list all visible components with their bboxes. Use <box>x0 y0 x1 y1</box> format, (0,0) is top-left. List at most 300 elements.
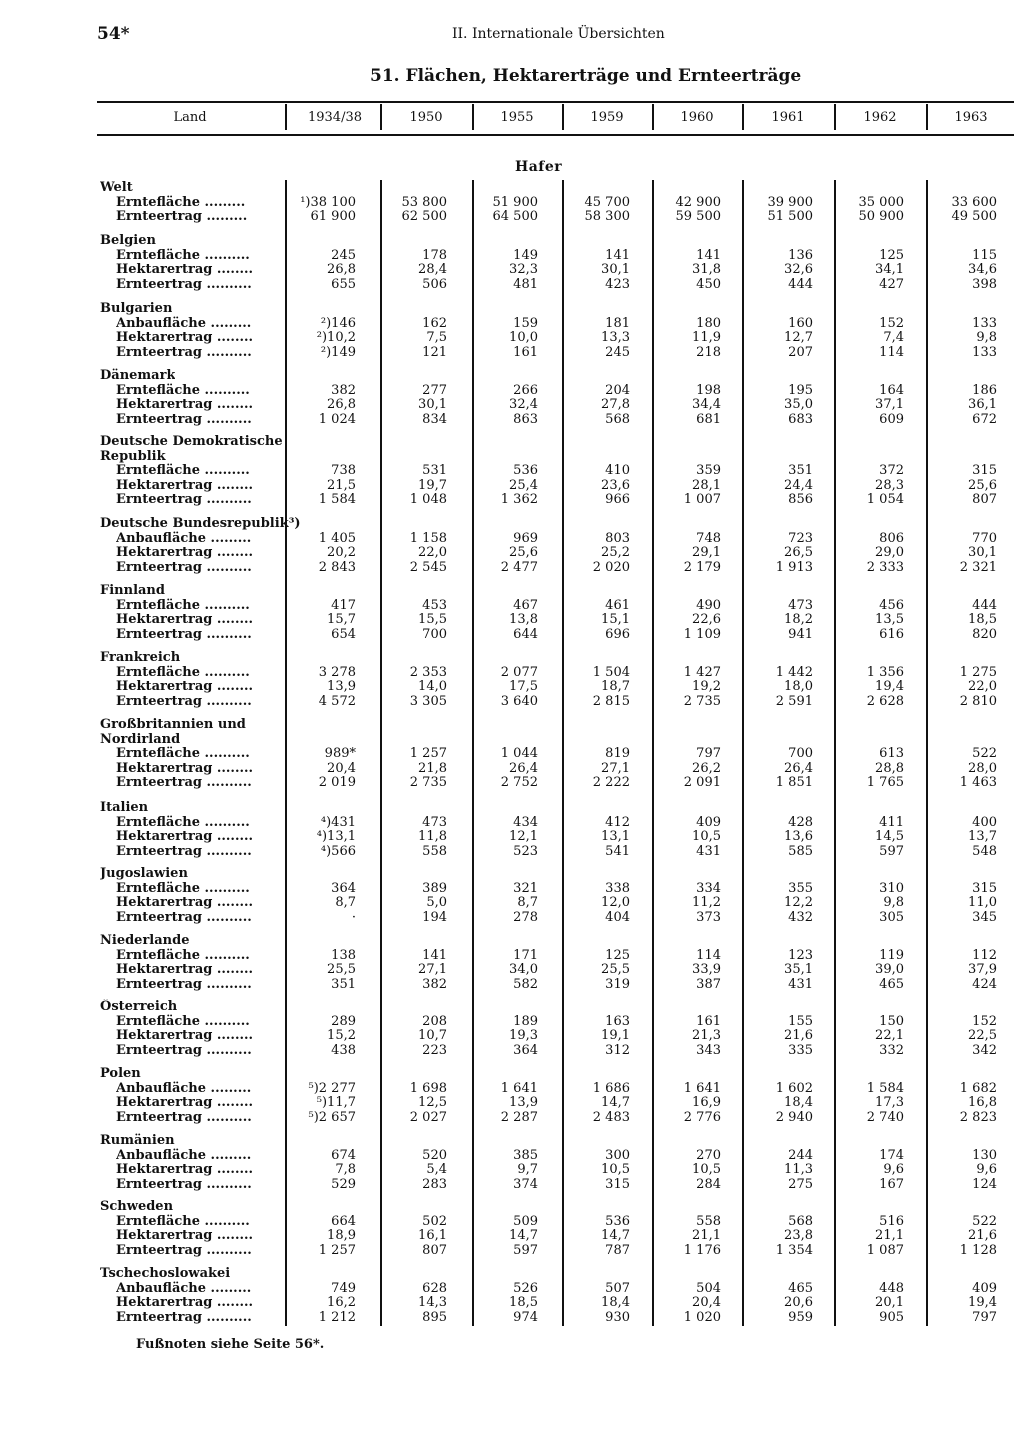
country-name: Jugoslawien <box>100 866 188 881</box>
cell-1950: 283 <box>422 1176 447 1192</box>
cell-1960: 409 <box>696 814 721 830</box>
cell-1959: 541 <box>605 843 630 859</box>
cell-1962: 427 <box>879 276 904 292</box>
cell-1961: 18,0 <box>784 679 813 695</box>
cell-1963: 133 <box>972 344 997 360</box>
table-row <box>0 531 1024 546</box>
cell-1960: 558 <box>696 1213 721 1229</box>
table-title: 51. Flächen, Hektarerträge und Ernteerträge <box>370 66 802 86</box>
cell-1955: 582 <box>513 976 538 992</box>
cell-1963: 400 <box>972 814 997 830</box>
cell-1962: 332 <box>879 1042 904 1058</box>
country-name: Niederlande <box>100 933 190 948</box>
cell-1963: 115 <box>972 247 997 263</box>
cell-1950: 520 <box>422 1147 447 1163</box>
cell-1955: 25,6 <box>509 545 538 561</box>
cell-1955: 9,7 <box>517 1162 538 1178</box>
cell-1959: 966 <box>605 492 630 508</box>
table-row <box>0 815 1024 830</box>
row-label: Ernteertrag .......... <box>116 909 252 925</box>
cell-1963: 315 <box>972 463 997 479</box>
row-label: Hektarertrag ........ <box>116 1295 254 1311</box>
cell-1955: 374 <box>513 1176 538 1192</box>
cell-1962: 14,5 <box>875 829 904 845</box>
cell-1960: 490 <box>696 597 721 613</box>
cell-1950: 162 <box>422 315 447 331</box>
column-header-1961: 1961 <box>771 110 805 125</box>
table-row <box>0 209 1024 224</box>
cell-1955: 385 <box>513 1147 538 1163</box>
country-name: Belgien <box>100 233 156 248</box>
cell-1950: 27,1 <box>418 962 447 978</box>
cell-1959: 461 <box>605 597 630 613</box>
cell-1955: 64 500 <box>492 209 538 225</box>
cell-1963: 22,0 <box>968 679 997 695</box>
table-row <box>0 1095 1024 1110</box>
cell-1963: 807 <box>972 492 997 508</box>
cell-1950: 14,3 <box>418 1295 447 1311</box>
table-row <box>0 844 1024 859</box>
cell-1934-38: ²)10,2 <box>316 330 356 346</box>
row-label: Anbaufläche ......... <box>116 530 252 546</box>
cell-1934-38: ²)146 <box>320 315 356 331</box>
country-name: Italien <box>100 800 149 815</box>
cell-1963: 33 600 <box>951 194 997 210</box>
table-row <box>0 262 1024 277</box>
cell-1950: 7,5 <box>426 330 447 346</box>
cell-1959: 423 <box>605 276 630 292</box>
cell-1962: 28,3 <box>875 477 904 493</box>
row-label: Ernteertrag .......... <box>116 492 252 508</box>
row-label: Ernteertrag .......... <box>116 843 252 859</box>
cell-1934-38: 26,8 <box>327 397 356 413</box>
table-row <box>0 1110 1024 1125</box>
cell-1962: 167 <box>879 1176 904 1192</box>
cell-1961: 155 <box>788 1013 813 1029</box>
cell-1955: 32,4 <box>509 397 538 413</box>
cell-1960: 21,3 <box>692 1028 721 1044</box>
country-name: Österreich <box>100 999 178 1014</box>
cell-1961: 18,4 <box>784 1095 813 1111</box>
table-row <box>0 1028 1024 1043</box>
cell-1950: 506 <box>422 276 447 292</box>
cell-1959: 141 <box>605 247 630 263</box>
country-name: Nordirland <box>100 731 181 747</box>
cell-1962: 372 <box>879 463 904 479</box>
cell-1934-38: ⁵)2 277 <box>308 1080 356 1096</box>
cell-1959: 23,6 <box>601 477 630 493</box>
row-label: Hektarertrag ........ <box>116 397 254 413</box>
cell-1963: 112 <box>972 947 997 963</box>
country-name: Welt <box>100 180 133 195</box>
country-name: Republik <box>100 448 166 464</box>
cell-1961: 18,2 <box>784 612 813 628</box>
cell-1934-38: 989* <box>324 746 356 762</box>
cell-1955: 13,8 <box>509 612 538 628</box>
row-label: Erntefläche .......... <box>116 1213 250 1229</box>
cell-1960: 1 109 <box>683 626 721 642</box>
cell-1955: 14,7 <box>509 1228 538 1244</box>
cell-1961: 856 <box>788 492 813 508</box>
cell-1963: 34,6 <box>968 262 997 278</box>
cell-1963: 28,0 <box>968 760 997 776</box>
cell-1959: 1 504 <box>592 664 630 680</box>
country-name: Polen <box>100 1066 141 1081</box>
cell-1961: 1 354 <box>775 1242 813 1258</box>
cell-1962: 1 087 <box>866 1242 904 1258</box>
column-rule-header <box>472 104 474 130</box>
cell-1960: 387 <box>696 976 721 992</box>
cell-1961: 12,2 <box>784 895 813 911</box>
top-rule <box>97 101 1014 103</box>
cell-1960: 180 <box>696 315 721 331</box>
cell-1961: 700 <box>788 746 813 762</box>
cell-1934-38: 15,2 <box>327 1028 356 1044</box>
cell-1962: 2 333 <box>866 559 904 575</box>
cell-1955: 467 <box>513 597 538 613</box>
country-name: Frankreich <box>100 650 181 665</box>
cell-1963: 2 321 <box>959 559 997 575</box>
cell-1960: 2 776 <box>683 1109 721 1125</box>
cell-1961: 244 <box>788 1147 813 1163</box>
table-row <box>0 910 1024 925</box>
cell-1961: 723 <box>788 530 813 546</box>
cell-1959: 412 <box>605 814 630 830</box>
row-label: Ernteertrag .......... <box>116 626 252 642</box>
cell-1955: 2 752 <box>500 775 538 791</box>
cell-1950: 895 <box>422 1309 447 1325</box>
cell-1963: 444 <box>972 597 997 613</box>
column-header-1934-38: 1934/38 <box>307 110 362 125</box>
table-row <box>0 545 1024 560</box>
cell-1961: 136 <box>788 247 813 263</box>
table-row <box>0 1295 1024 1310</box>
table-row <box>0 665 1024 680</box>
cell-1960: 1 427 <box>683 664 721 680</box>
cell-1961: 51 500 <box>767 209 813 225</box>
country-name: Dänemark <box>100 368 176 383</box>
cell-1934-38: 4 572 <box>318 693 356 709</box>
country-name: Finnland <box>100 583 165 598</box>
cell-1959: 30,1 <box>601 262 630 278</box>
cell-1934-38: · <box>351 909 356 925</box>
cell-1962: 37,1 <box>875 397 904 413</box>
cell-1963: 522 <box>972 1213 997 1229</box>
cell-1934-38: 2 843 <box>318 559 356 575</box>
column-header-1960: 1960 <box>680 110 714 125</box>
cell-1961: 26,5 <box>784 545 813 561</box>
table-row <box>0 248 1024 263</box>
cell-1950: 807 <box>422 1242 447 1258</box>
row-label: Anbaufläche ......... <box>116 1147 252 1163</box>
cell-1950: 1 048 <box>409 492 447 508</box>
cell-1960: 748 <box>696 530 721 546</box>
cell-1963: 25,6 <box>968 477 997 493</box>
cell-1961: 1 913 <box>775 559 813 575</box>
row-label: Hektarertrag ........ <box>116 262 254 278</box>
cell-1934-38: 21,5 <box>327 477 356 493</box>
cell-1962: 305 <box>879 909 904 925</box>
cell-1963: 49 500 <box>951 209 997 225</box>
cell-1963: 1 463 <box>959 775 997 791</box>
cell-1961: 585 <box>788 843 813 859</box>
row-label: Ernteertrag .......... <box>116 1176 252 1192</box>
cell-1962: 125 <box>879 247 904 263</box>
cell-1961: 23,8 <box>784 1228 813 1244</box>
row-label: Hektarertrag ........ <box>116 962 254 978</box>
country-name: Deutsche Bundesrepublik³) <box>100 516 301 531</box>
cell-1960: 16,9 <box>692 1095 721 1111</box>
cell-1963: 2 823 <box>959 1109 997 1125</box>
row-label: Ernteertrag .......... <box>116 1042 252 1058</box>
cell-1934-38: 351 <box>331 976 356 992</box>
cell-1962: 28,8 <box>875 760 904 776</box>
cell-1960: 29,1 <box>692 545 721 561</box>
cell-1934-38: 1 024 <box>318 411 356 427</box>
cell-1960: 504 <box>696 1280 721 1296</box>
cell-1961: 123 <box>788 947 813 963</box>
cell-1934-38: ⁴)13,1 <box>316 829 356 845</box>
cell-1962: 411 <box>879 814 904 830</box>
table-row <box>0 1043 1024 1058</box>
cell-1934-38: 417 <box>331 597 356 613</box>
row-label: Erntefläche .......... <box>116 597 250 613</box>
cell-1962: 1 356 <box>866 664 904 680</box>
cell-1950: 2 545 <box>409 559 447 575</box>
cell-1960: 198 <box>696 382 721 398</box>
cell-1961: 465 <box>788 1280 813 1296</box>
cell-1955: 434 <box>513 814 538 830</box>
cell-1962: 152 <box>879 315 904 331</box>
row-label: Erntefläche ......... <box>116 194 246 210</box>
cell-1960: 33,9 <box>692 962 721 978</box>
cell-1934-38: ⁵)11,7 <box>316 1095 356 1111</box>
cell-1960: 359 <box>696 463 721 479</box>
column-header-land: Land <box>173 110 207 125</box>
column-rule-header <box>562 104 564 130</box>
cell-1959: 410 <box>605 463 630 479</box>
cell-1959: 45 700 <box>584 194 630 210</box>
cell-1955: 18,5 <box>509 1295 538 1311</box>
row-label: Ernteertrag .......... <box>116 1109 252 1125</box>
cell-1934-38: 1 405 <box>318 530 356 546</box>
row-label: Hektarertrag ........ <box>116 1162 254 1178</box>
cell-1963: 770 <box>972 530 997 546</box>
cell-1959: 19,1 <box>601 1028 630 1044</box>
cell-1962: 806 <box>879 530 904 546</box>
cell-1955: 161 <box>513 344 538 360</box>
cell-1960: 34,4 <box>692 397 721 413</box>
row-label: Anbaufläche ......... <box>116 1280 252 1296</box>
table-row <box>0 627 1024 642</box>
table-row <box>0 962 1024 977</box>
country-name: Rumänien <box>100 1133 175 1148</box>
cell-1955: 481 <box>513 276 538 292</box>
cell-1959: 125 <box>605 947 630 963</box>
cell-1950: 19,7 <box>418 477 447 493</box>
cell-1962: 20,1 <box>875 1295 904 1311</box>
column-rule-header <box>380 104 382 130</box>
cell-1963: 1 682 <box>959 1080 997 1096</box>
cell-1934-38: 289 <box>331 1013 356 1029</box>
cell-1934-38: 2 019 <box>318 775 356 791</box>
cell-1955: 644 <box>513 626 538 642</box>
country-name: Schweden <box>100 1199 174 1214</box>
row-label: Erntefläche .......... <box>116 947 250 963</box>
cell-1960: 10,5 <box>692 1162 721 1178</box>
cell-1950: 2 027 <box>409 1109 447 1125</box>
cell-1963: 820 <box>972 626 997 642</box>
column-header-1950: 1950 <box>409 110 443 125</box>
cell-1950: 531 <box>422 463 447 479</box>
cell-1961: 355 <box>788 880 813 896</box>
cell-1962: 164 <box>879 382 904 398</box>
cell-1959: 696 <box>605 626 630 642</box>
cell-1963: 152 <box>972 1013 997 1029</box>
table-row <box>0 560 1024 575</box>
row-label: Ernteertrag .......... <box>116 1242 252 1258</box>
cell-1950: 473 <box>422 814 447 830</box>
cell-1959: 14,7 <box>601 1095 630 1111</box>
cell-1934-38: 529 <box>331 1176 356 1192</box>
cell-1963: 9,8 <box>976 330 997 346</box>
cell-1934-38: 1 257 <box>318 1242 356 1258</box>
cell-1955: 1 362 <box>500 492 538 508</box>
cell-1960: 1 641 <box>683 1080 721 1096</box>
country-name: Großbritannien und <box>100 717 246 732</box>
cell-1960: 797 <box>696 746 721 762</box>
row-label: Hektarertrag ........ <box>116 612 254 628</box>
cell-1959: 312 <box>605 1042 630 1058</box>
cell-1959: 18,4 <box>601 1295 630 1311</box>
row-label: Erntefläche .......... <box>116 382 250 398</box>
cell-1950: 1 158 <box>409 530 447 546</box>
cell-1963: 19,4 <box>968 1295 997 1311</box>
cell-1950: 502 <box>422 1213 447 1229</box>
cell-1960: 19,2 <box>692 679 721 695</box>
cell-1961: 335 <box>788 1042 813 1058</box>
cell-1963: 1 275 <box>959 664 997 680</box>
table-row <box>0 383 1024 398</box>
cell-1934-38: 3 278 <box>318 664 356 680</box>
cell-1934-38: ⁵)2 657 <box>308 1109 356 1125</box>
cell-1959: 315 <box>605 1176 630 1192</box>
cell-1955: 19,3 <box>509 1028 538 1044</box>
cell-1955: 974 <box>513 1309 538 1325</box>
cell-1963: 124 <box>972 1176 997 1192</box>
cell-1955: 278 <box>513 909 538 925</box>
cell-1950: 277 <box>422 382 447 398</box>
cell-1960: 1 020 <box>683 1309 721 1325</box>
row-label: Hektarertrag ........ <box>116 330 254 346</box>
cell-1960: 114 <box>696 947 721 963</box>
cell-1934-38: 382 <box>331 382 356 398</box>
running-title: II. Internationale Übersichten <box>452 26 665 42</box>
table-row <box>0 1310 1024 1325</box>
section-heading: Hafer <box>515 159 563 175</box>
table-row <box>0 1177 1024 1192</box>
cell-1955: 26,4 <box>509 760 538 776</box>
cell-1963: 18,5 <box>968 612 997 628</box>
cell-1955: 321 <box>513 880 538 896</box>
cell-1934-38: 245 <box>331 247 356 263</box>
table-row <box>0 478 1024 493</box>
cell-1960: 270 <box>696 1147 721 1163</box>
cell-1961: 195 <box>788 382 813 398</box>
cell-1955: 171 <box>513 947 538 963</box>
column-rule-header <box>285 104 287 130</box>
cell-1959: 14,7 <box>601 1228 630 1244</box>
cell-1962: 35 000 <box>858 194 904 210</box>
column-header-1962: 1962 <box>863 110 897 125</box>
page-number: 54* <box>97 24 130 44</box>
cell-1963: 797 <box>972 1309 997 1325</box>
cell-1962: 174 <box>879 1147 904 1163</box>
cell-1950: 141 <box>422 947 447 963</box>
cell-1960: 431 <box>696 843 721 859</box>
cell-1955: 364 <box>513 1042 538 1058</box>
cell-1934-38: ¹)38 100 <box>300 194 356 210</box>
cell-1963: 133 <box>972 315 997 331</box>
cell-1959: 15,1 <box>601 612 630 628</box>
cell-1959: 404 <box>605 909 630 925</box>
cell-1934-38: 20,4 <box>327 760 356 776</box>
cell-1961: 35,0 <box>784 397 813 413</box>
row-label: Anbaufläche ......... <box>116 1080 252 1096</box>
cell-1963: 342 <box>972 1042 997 1058</box>
table-row <box>0 492 1024 507</box>
cell-1959: 507 <box>605 1280 630 1296</box>
cell-1959: 13,3 <box>601 330 630 346</box>
cell-1961: 428 <box>788 814 813 830</box>
cell-1950: 21,8 <box>418 760 447 776</box>
cell-1961: 941 <box>788 626 813 642</box>
cell-1960: 22,6 <box>692 612 721 628</box>
cell-1961: 2 591 <box>775 693 813 709</box>
cell-1934-38: 1 212 <box>318 1309 356 1325</box>
cell-1950: 62 500 <box>401 209 447 225</box>
cell-1959: 2 020 <box>592 559 630 575</box>
cell-1962: 2 740 <box>866 1109 904 1125</box>
cell-1959: 1 686 <box>592 1080 630 1096</box>
cell-1959: 319 <box>605 976 630 992</box>
cell-1950: 5,4 <box>426 1162 447 1178</box>
cell-1961: 568 <box>788 1213 813 1229</box>
cell-1962: 609 <box>879 411 904 427</box>
row-label: Ernteertrag .......... <box>116 1309 252 1325</box>
cell-1962: 9,8 <box>883 895 904 911</box>
cell-1950: 1 698 <box>409 1080 447 1096</box>
cell-1963: 522 <box>972 746 997 762</box>
cell-1960: 26,2 <box>692 760 721 776</box>
table-row <box>0 195 1024 210</box>
cell-1934-38: 20,2 <box>327 545 356 561</box>
cell-1960: 20,4 <box>692 1295 721 1311</box>
cell-1962: 613 <box>879 746 904 762</box>
cell-1962: 1 054 <box>866 492 904 508</box>
cell-1959: 27,1 <box>601 760 630 776</box>
cell-1955: 25,4 <box>509 477 538 493</box>
cell-1961: 431 <box>788 976 813 992</box>
cell-1962: 905 <box>879 1309 904 1325</box>
cell-1963: 9,6 <box>976 1162 997 1178</box>
cell-1961: 21,6 <box>784 1028 813 1044</box>
column-header-1959: 1959 <box>590 110 624 125</box>
cell-1960: 10,5 <box>692 829 721 845</box>
table-row <box>0 1281 1024 1296</box>
table-row <box>0 1228 1024 1243</box>
table-row <box>0 829 1024 844</box>
